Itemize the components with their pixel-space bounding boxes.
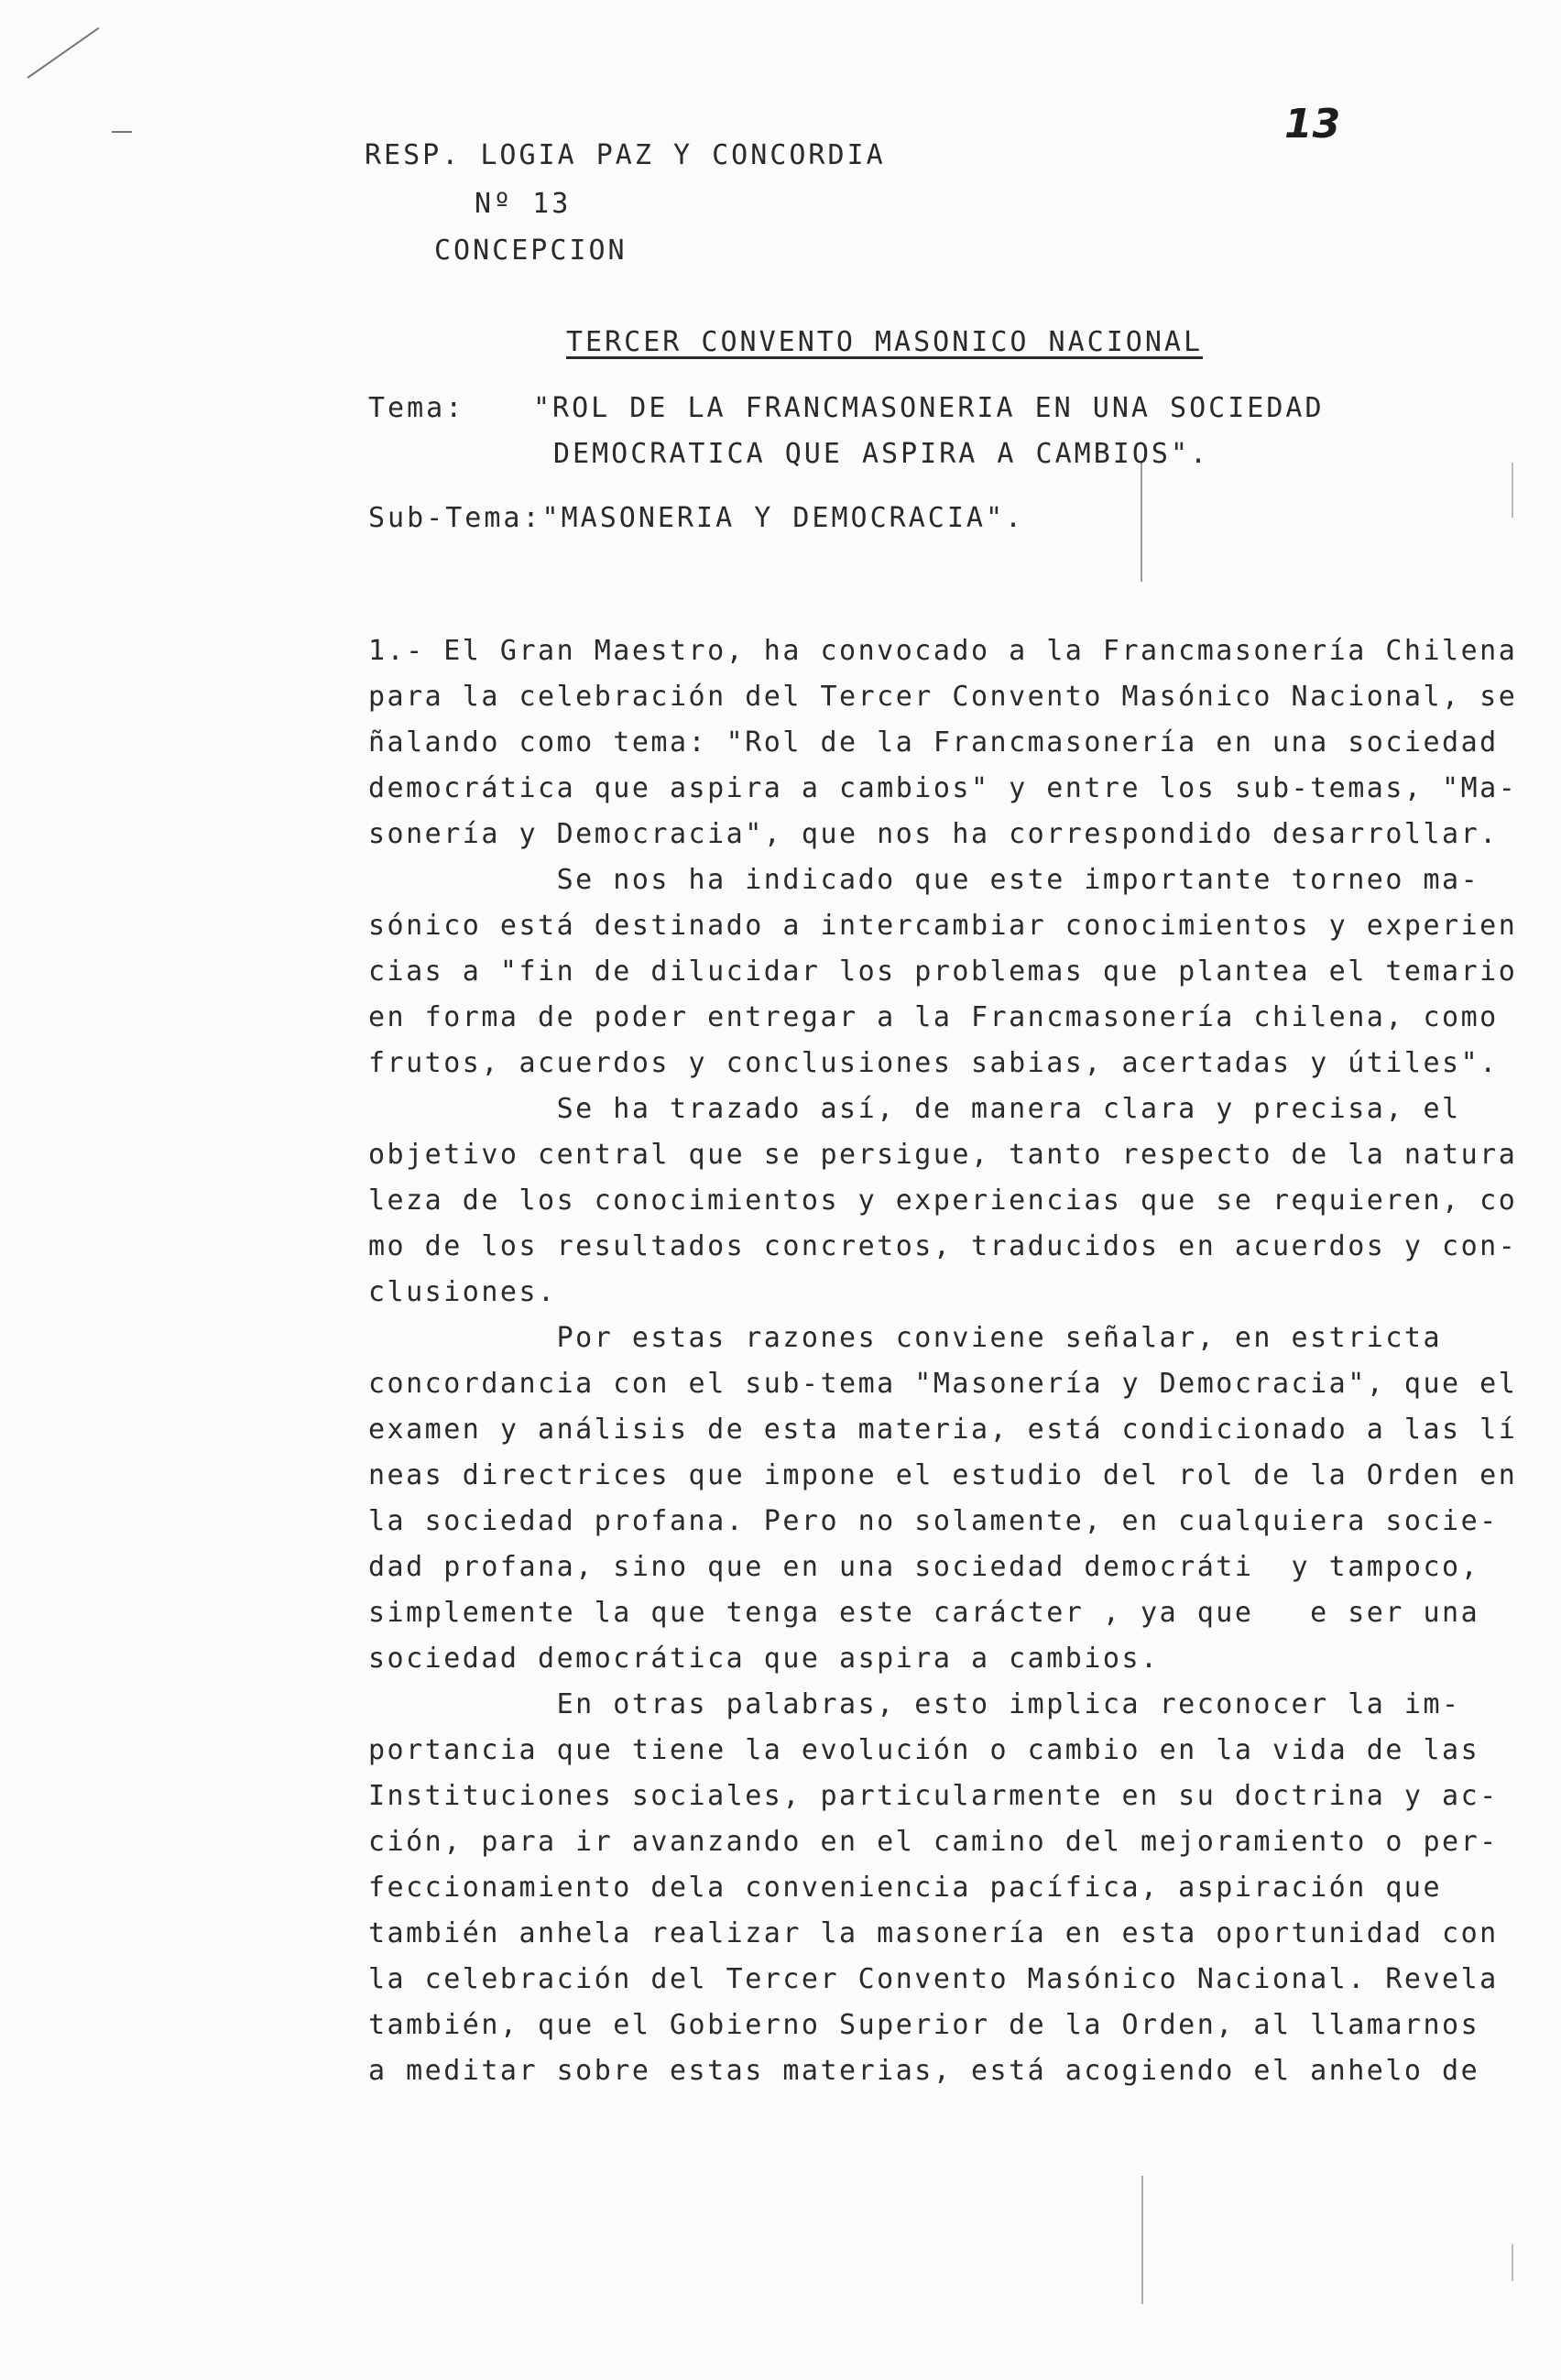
scan-mark-dash — [112, 131, 132, 133]
body-line: frutos, acuerdos y conclusiones sabias, acertadas y útiles". — [368, 1047, 1499, 1079]
tema-line-1: "ROL DE LA FRANCMASONERIA EN UNA SOCIEDAD — [533, 392, 1325, 424]
body-line: también anhela realizar la masonería en esta oportunidad con — [368, 1917, 1499, 1949]
body-line: objetivo central que se persigue, tanto respecto de la natura — [368, 1139, 1518, 1171]
body-line: también, que el Gobierno Superior de la Orden, al llamarnos — [368, 2009, 1480, 2041]
body-line: Se nos ha indicado que este importante torneo ma- — [368, 864, 1480, 896]
lodge-city: CONCEPCION — [434, 235, 628, 267]
body-line: leza de los conocimientos y experiencias que se requieren, co — [368, 1185, 1518, 1217]
body-line: en forma de poder entregar a la Francmasonería chilena, como — [368, 1001, 1499, 1033]
body-line: portancia que tiene la evolución o cambio en la vida de las — [368, 1734, 1480, 1766]
tema-label: Tema: — [368, 392, 465, 424]
body-line: sonería y Democracia", que nos ha correspondido desarrollar. — [368, 818, 1499, 850]
scan-mark-vertical-2 — [1141, 2176, 1143, 2304]
body-line: simplemente la que tenga este carácter , ya que e ser una — [368, 1597, 1480, 1629]
body-line: democrática que aspira a cambios" y entre los sub-temas, "Ma- — [368, 772, 1518, 804]
body-line: clusiones. — [368, 1276, 557, 1308]
body-line: Se ha trazado así, de manera clara y precisa, el — [368, 1093, 1461, 1125]
body-line: para la celebración del Tercer Convento Masónico Nacional, se — [368, 681, 1518, 713]
body-line: Por estas razones conviene señalar, en estricta — [368, 1322, 1443, 1354]
body-line: feccionamiento dela conveniencia pacífica, aspiración que — [368, 1872, 1443, 1904]
scan-mark-vertical-3 — [1512, 463, 1513, 518]
body-line: la celebración del Tercer Convento Masónico Nacional. Revela — [368, 1963, 1499, 1995]
body-line: examen y análisis de esta materia, está condicionado a las lí — [368, 1414, 1518, 1446]
document-title: TERCER CONVENTO MASONICO NACIONAL — [566, 326, 1204, 358]
subtema: Sub-Tema:"MASONERIA Y DEMOCRACIA". — [368, 502, 1025, 534]
body-line: a meditar sobre estas materias, está acogiendo el anhelo de — [368, 2055, 1480, 2087]
body-line: En otras palabras, esto implica reconocer la im- — [368, 1688, 1461, 1720]
body-line: 1.- El Gran Maestro, ha convocado a la Francmasonería Chilena — [368, 635, 1518, 667]
body-line: concordancia con el sub-tema "Masonería y Democracia", que el — [368, 1368, 1518, 1400]
body-text — [368, 628, 1518, 2094]
body-line: ñalando como tema: "Rol de la Francmasonería en una sociedad — [368, 726, 1499, 759]
handwritten-page-number: 13 — [1284, 101, 1341, 147]
lodge-name: RESP. LOGIA PAZ Y CONCORDIA — [365, 139, 886, 171]
body-line: cias a "fin de dilucidar los problemas que plantea el temario — [368, 955, 1518, 988]
body-line: mo de los resultados concretos, traducidos en acuerdos y con- — [368, 1230, 1518, 1262]
scan-mark-diagonal — [27, 27, 99, 79]
body-line: sónico está destinado a intercambiar conocimientos y experien — [368, 910, 1518, 942]
scan-mark-vertical-4 — [1512, 2244, 1513, 2281]
body-line: dad profana, sino que en una sociedad democráti y tampoco, — [368, 1551, 1480, 1583]
body-line: Instituciones sociales, particularmente en su doctrina y ac- — [368, 1780, 1499, 1812]
lodge-number: Nº 13 — [475, 188, 572, 220]
body-line: sociedad democrática que aspira a cambios. — [368, 1643, 1160, 1675]
scan-mark-vertical-1 — [1141, 463, 1142, 582]
body-line: la sociedad profana. Pero no solamente, en cualquiera socie- — [368, 1505, 1499, 1537]
body-line: neas directrices que impone el estudio del rol de la Orden en — [368, 1459, 1518, 1491]
tema-line-2: DEMOCRATICA QUE ASPIRA A CAMBIOS". — [553, 438, 1210, 470]
body-line: ción, para ir avanzando en el camino del mejoramiento o per- — [368, 1826, 1499, 1858]
